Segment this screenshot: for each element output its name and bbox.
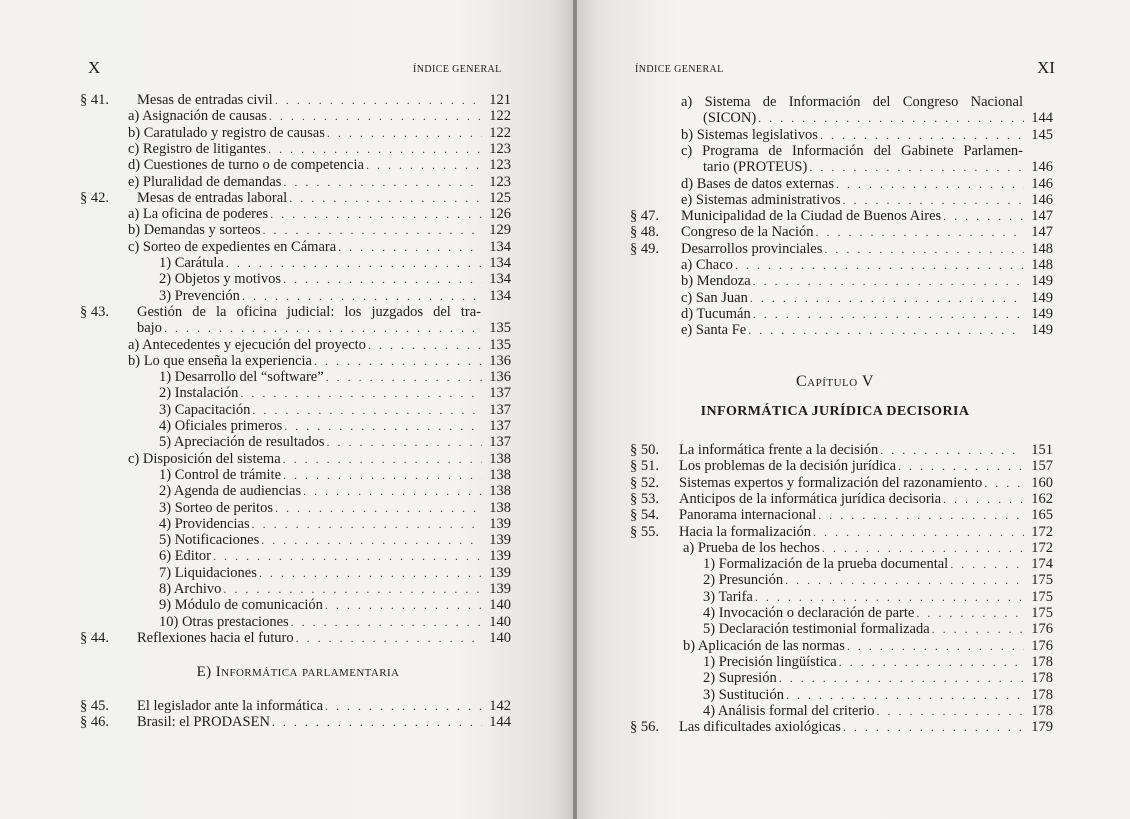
toc-entry [80, 418, 511, 434]
toc-page-number: 179 [1031, 719, 1053, 736]
toc-entry-title: 1) Desarrollo del “software” [159, 369, 324, 386]
toc-page-number: 139 [489, 532, 511, 549]
toc-page-number: 165 [1031, 507, 1053, 524]
toc-leader-dots [259, 565, 482, 581]
toc-entry-title: b) Sistemas legislativos [681, 126, 818, 143]
toc-entry [80, 125, 511, 141]
running-head: ÍNDICE GENERAL [413, 64, 502, 75]
toc-entry [80, 500, 511, 516]
toc-entry-title: Municipalidad de la Ciudad de Buenos Aires [681, 208, 942, 225]
running-head: ÍNDICE GENERAL [635, 64, 724, 75]
toc-entry [80, 108, 511, 124]
toc-entry [80, 255, 511, 271]
toc-entry [80, 714, 511, 730]
toc-leader-dots [366, 157, 482, 173]
toc-entry [80, 467, 511, 483]
toc-entry-title: tario (PROTEUS) [703, 159, 808, 176]
toc-entry-title: e) Pluralidad de demandas [128, 173, 282, 190]
toc-page-number: 126 [489, 206, 511, 223]
toc-entry-title: Brasil: el PRODASEN [137, 714, 270, 731]
toc-entry [630, 458, 1053, 474]
toc-entry-title: 8) Archivo [159, 581, 222, 597]
toc-entry [630, 687, 1053, 703]
toc-entry [80, 532, 511, 548]
toc-entry-title: c) Programa de Información del Gabinete Parlamen- [681, 142, 1023, 159]
toc-entry [630, 224, 1053, 240]
toc-page-number: 134 [489, 287, 511, 304]
toc-page-number: 145 [1031, 126, 1053, 143]
toc-entry [80, 271, 511, 287]
toc-entry-title: c) Disposición del sistema [128, 450, 281, 467]
toc-page-number: 146 [1031, 191, 1053, 208]
toc-leader-dots [275, 92, 482, 108]
toc-entry-title: 7) Liquidaciones [159, 564, 257, 581]
toc-page-number: 123 [489, 140, 511, 157]
toc-leader-dots [984, 475, 1024, 491]
toc-page-number: 140 [489, 597, 511, 614]
toc-entry [630, 322, 1053, 338]
toc-entry [80, 353, 511, 369]
toc-page-number: 140 [489, 629, 511, 646]
toc-page-number: 134 [489, 271, 511, 288]
toc-leader-dots [877, 703, 1024, 719]
toc-page-number: 123 [489, 173, 511, 190]
toc-page-number: 136 [489, 352, 511, 369]
toc-entry-title: a) Chaco [681, 257, 733, 273]
toc-page-number: 138 [489, 499, 511, 516]
toc-leader-dots [242, 288, 482, 304]
toc-section-number: § 42. [80, 189, 109, 206]
toc-section-number: § 44. [80, 629, 109, 646]
toc-leader-dots [314, 353, 482, 369]
toc-page-number: 149 [1031, 273, 1053, 290]
toc-leader-dots [326, 369, 482, 385]
toc-leader-dots [753, 306, 1024, 322]
toc-section-number: § 54. [630, 507, 659, 524]
toc-leader-dots [820, 127, 1024, 143]
toc-entry-title: a) La oficina de poderes [128, 206, 269, 223]
toc-entry [80, 369, 511, 385]
toc-entry [80, 402, 511, 418]
toc-leader-dots [368, 337, 482, 353]
toc-entry [630, 654, 1053, 670]
toc-page-number: 134 [489, 238, 511, 255]
toc-entry-title: d) Cuestiones de turno o de competencia [128, 157, 364, 174]
chapter-subtitle: INFORMÁTICA JURÍDICA DECISORIA [700, 404, 970, 419]
toc-entry-title: Los problemas de la decisión jurídica [679, 458, 897, 475]
toc-entry [80, 222, 511, 238]
toc-page-number: 175 [1031, 588, 1053, 605]
toc-entry-title: Mesas de entradas laboral [137, 189, 288, 206]
toc-section-number: § 41. [80, 92, 109, 108]
toc-page-number: 149 [1031, 305, 1053, 322]
toc-page-number: 148 [1031, 257, 1053, 273]
toc-entry-title: Las dificultades axiológicas [679, 719, 841, 736]
toc-page-number: 157 [1031, 458, 1053, 475]
toc-leader-dots [843, 719, 1024, 735]
toc-page-number: 148 [1031, 240, 1053, 257]
toc-leader-dots [815, 224, 1024, 240]
toc-entry [630, 208, 1053, 224]
toc-page-number: 140 [489, 613, 511, 630]
toc-entry [80, 630, 511, 646]
toc-entry [630, 605, 1053, 621]
toc-entry-title: d) Bases de datos externas [681, 175, 835, 192]
toc-entry-title: 6) Editor [159, 548, 211, 565]
toc-leader-dots [272, 714, 482, 730]
toc-leader-dots [325, 597, 482, 613]
section-heading: E) Informática parlamentaria [196, 664, 400, 680]
toc-page-number: 172 [1031, 539, 1053, 556]
toc-section-number: § 50. [630, 442, 659, 458]
toc-entry [630, 638, 1053, 654]
toc-page-number: 176 [1031, 637, 1053, 654]
toc-page-number: 138 [489, 483, 511, 500]
toc-entry-title: La informática frente a la decisión [679, 442, 879, 458]
toc-entry-title: 1) Carátula [159, 255, 224, 271]
toc-page-number: 162 [1031, 490, 1053, 507]
toc-entry [80, 614, 511, 630]
toc-entry [80, 288, 511, 304]
toc-entry-title: 4) Oficiales primeros [159, 418, 283, 434]
toc-section-number: § 56. [630, 719, 659, 736]
toc-leader-dots [758, 110, 1024, 126]
toc-leader-dots [839, 654, 1024, 670]
toc-page-number: 136 [489, 369, 511, 386]
toc-entry-title: e) Santa Fe [681, 322, 747, 339]
toc-leader-dots [226, 255, 482, 271]
toc-entry-title: 1) Formalización de la prueba documental [703, 556, 949, 573]
toc-page-number: 137 [489, 434, 511, 451]
toc-entry [80, 92, 511, 108]
toc-page-number: 123 [489, 157, 511, 174]
toc-leader-dots [735, 257, 1024, 273]
toc-entry-title: 1) Control de trámite [159, 466, 282, 483]
toc-leader-dots [842, 192, 1024, 208]
toc-entry [80, 483, 511, 499]
toc-entry [630, 670, 1053, 686]
toc-entry [630, 703, 1053, 719]
toc-entry [80, 174, 511, 190]
toc-entry-title: 3) Sustitución [703, 686, 784, 703]
toc-leader-dots [296, 630, 482, 646]
toc-entry-title: Panorama internacional [679, 507, 817, 524]
toc-page-number: 139 [489, 564, 511, 581]
toc-leader-dots [283, 271, 482, 287]
toc-entry [630, 94, 1053, 110]
toc-page-number: 122 [489, 108, 511, 125]
toc-section-number: § 51. [630, 458, 659, 475]
toc-leader-dots [786, 687, 1024, 703]
toc-entry [630, 719, 1053, 735]
toc-section-number: § 55. [630, 523, 659, 540]
toc-leader-dots [809, 159, 1024, 175]
toc-entry-title: Anticipos de la informática jurídica decisoria [679, 490, 942, 507]
toc-page-number: 178 [1031, 653, 1053, 670]
toc-entry-title: 4) Análisis formal del criterio [703, 702, 875, 719]
toc-page-number: 175 [1031, 605, 1053, 621]
toc-leader-dots [880, 442, 1024, 458]
toc-leader-dots [240, 385, 482, 401]
toc-entry-title: Desarrollos provinciales [681, 240, 823, 257]
toc-entry [630, 192, 1053, 208]
toc-entry-title: 2) Agenda de audiencias [159, 483, 302, 500]
toc-leader-dots [950, 556, 1024, 572]
toc-entry-title: 5) Notificaciones [159, 532, 260, 549]
toc-entry-title: Congreso de la Nación [681, 224, 814, 241]
toc-leader-dots [822, 540, 1024, 556]
toc-leader-dots [303, 483, 482, 499]
toc-page-number: 139 [489, 515, 511, 532]
toc-entry [630, 540, 1053, 556]
toc-section-number: § 46. [80, 714, 109, 731]
toc-entry-title: 1) Precisión lingüística [703, 653, 837, 670]
toc-page-number: 172 [1031, 523, 1053, 540]
toc-entry [80, 434, 511, 450]
toc-leader-dots [943, 208, 1024, 224]
toc-entry [80, 516, 511, 532]
toc-entry [80, 548, 511, 564]
toc-entry [80, 565, 511, 581]
toc-entry [630, 127, 1053, 143]
toc-entry-title: 2) Instalación [159, 385, 239, 402]
toc-page-number: 137 [489, 418, 511, 434]
page-folio: XI [1037, 58, 1055, 77]
toc-entry [80, 698, 511, 714]
toc-page-number: 121 [489, 92, 511, 108]
toc-leader-dots [785, 572, 1024, 588]
toc-page-number: 146 [1031, 175, 1053, 192]
toc-section-number: § 53. [630, 490, 659, 507]
toc-entry-title: 10) Otras prestaciones [159, 613, 289, 630]
toc-page-number: 149 [1031, 322, 1053, 339]
toc-entry-title: Reflexiones hacia el futuro [137, 629, 294, 646]
toc-leader-dots [223, 581, 482, 597]
toc-page-number: 138 [489, 450, 511, 467]
toc-page-number: 125 [489, 189, 511, 206]
toc-leader-dots [289, 190, 482, 206]
toc-entry [630, 572, 1053, 588]
toc-section-number: § 45. [80, 698, 109, 714]
toc-entry-title: c) Sorteo de expedientes en Cámara [128, 238, 337, 255]
toc-leader-dots [325, 698, 482, 714]
toc-leader-dots [779, 670, 1024, 686]
toc-entry-title: a) Antecedentes y ejecución del proyecto [128, 336, 366, 353]
toc-entry-title: 5) Declaración testimonial formalizada [703, 621, 930, 638]
toc-entry-title: 2) Supresión [703, 670, 777, 687]
toc-entry-title: c) Registro de litigantes [128, 140, 267, 157]
toc-section-number: § 49. [630, 240, 659, 257]
toc-page-number: 134 [489, 255, 511, 271]
toc-entry [630, 556, 1053, 572]
toc-entry [80, 206, 511, 222]
toc-entry-title: 3) Prevención [159, 287, 240, 304]
toc-page-number: 175 [1031, 572, 1053, 589]
right-page [577, 0, 1130, 819]
toc-entry [80, 385, 511, 401]
toc-leader-dots [283, 467, 482, 483]
toc-leader-dots [818, 507, 1024, 523]
toc-leader-dots [916, 605, 1024, 621]
toc-entry-title: 3) Capacitación [159, 401, 251, 418]
toc-entry-title: Mesas de entradas civil [137, 92, 273, 108]
toc-entry [80, 320, 511, 336]
toc-leader-dots [338, 239, 482, 255]
toc-entry [630, 306, 1053, 322]
toc-page-number: 147 [1031, 224, 1053, 241]
toc-entry-title: 2) Presunción [703, 572, 784, 589]
toc-leader-dots [753, 273, 1024, 289]
toc-page-number: 146 [1031, 159, 1053, 176]
toc-entry-title: b) Aplicación de las normas [683, 637, 845, 654]
toc-leader-dots [262, 222, 482, 238]
toc-entry-title: Hacia la formalización [679, 523, 812, 540]
toc-leader-dots [213, 548, 482, 564]
toc-leader-dots [275, 500, 482, 516]
toc-entry [80, 304, 511, 320]
toc-entry [630, 176, 1053, 192]
toc-entry [630, 475, 1053, 491]
toc-entry-title: b) Caratulado y registro de causas [128, 124, 325, 141]
toc-entry [80, 141, 511, 157]
toc-entry [630, 621, 1053, 637]
toc-entry-title: bajo [137, 320, 162, 337]
toc-section-number: § 47. [630, 208, 659, 225]
toc-entry [630, 257, 1053, 273]
toc-entry [630, 491, 1053, 507]
toc-entry [630, 110, 1053, 126]
toc-entry-title: d) Tucumán [681, 305, 751, 322]
toc-leader-dots [270, 206, 482, 222]
toc-leader-dots [898, 458, 1024, 474]
toc-page-number: 144 [489, 714, 511, 731]
toc-entry-title: 5) Apreciación de resultados [159, 434, 325, 451]
toc-entry-title: b) Lo que enseña la experiencia [128, 352, 312, 369]
toc-entry [630, 589, 1053, 605]
toc-entry [80, 597, 511, 613]
toc-entry-title: b) Mendoza [681, 273, 751, 290]
toc-entry-title: 4) Providencias [159, 515, 250, 532]
toc-leader-dots [750, 290, 1024, 306]
toc-page-number: 129 [489, 222, 511, 239]
toc-page-number: 139 [489, 581, 511, 597]
toc-page-number: 160 [1031, 474, 1053, 491]
toc-entry [630, 159, 1053, 175]
toc-entry [630, 290, 1053, 306]
toc-page-number: 122 [489, 124, 511, 141]
toc-entry-title: 9) Módulo de comunicación [159, 597, 323, 614]
toc-leader-dots [943, 491, 1024, 507]
toc-leader-dots [283, 451, 482, 467]
toc-entry [80, 581, 511, 597]
chapter-title: Capítulo V [796, 373, 874, 390]
toc-page-number: 151 [1031, 442, 1053, 458]
toc-entry [630, 507, 1053, 523]
toc-leader-dots [252, 516, 482, 532]
toc-leader-dots [268, 141, 482, 157]
toc-leader-dots [284, 418, 482, 434]
toc-leader-dots [932, 621, 1024, 637]
toc-entry-title: a) Prueba de los hechos [683, 539, 820, 556]
toc-leader-dots [252, 402, 482, 418]
toc-entry [630, 273, 1053, 289]
toc-leader-dots [326, 434, 482, 450]
toc-page-number: 135 [489, 336, 511, 353]
toc-page-number: 174 [1031, 556, 1053, 573]
toc-section-number: § 43. [80, 303, 109, 320]
toc-entry [80, 451, 511, 467]
toc-leader-dots [824, 241, 1024, 257]
toc-entry [80, 239, 511, 255]
toc-entry-title: 2) Objetos y motivos [159, 271, 282, 288]
toc-entry-title: (SICON) [703, 110, 757, 127]
toc-page-number: 147 [1031, 208, 1053, 225]
toc-entry-title: 3) Tarifa [703, 588, 753, 605]
toc-leader-dots [847, 638, 1024, 654]
toc-entry [630, 524, 1053, 540]
toc-entry [80, 337, 511, 353]
toc-section-number: § 52. [630, 474, 659, 491]
toc-entry-title: El legislador ante la informática [137, 698, 324, 714]
toc-page-number: 176 [1031, 621, 1053, 638]
toc-leader-dots [261, 532, 482, 548]
toc-entry-title: Gestión de la oficina judicial: los juzgados del tra- [137, 303, 481, 320]
toc-page-number: 139 [489, 548, 511, 565]
toc-page-number: 135 [489, 320, 511, 337]
toc-entry [630, 143, 1053, 159]
toc-entry-title: c) San Juan [681, 289, 748, 306]
toc-leader-dots [748, 322, 1024, 338]
toc-entry-title: 4) Invocación o declaración de parte [703, 605, 915, 621]
toc-leader-dots [164, 320, 482, 336]
toc-page-number: 178 [1031, 670, 1053, 687]
toc-leader-dots [291, 614, 482, 630]
toc-entry-title: e) Sistemas administrativos [681, 191, 841, 208]
toc-entry [80, 190, 511, 206]
toc-entry-title: Sistemas expertos y formalización del razonamiento [679, 474, 983, 491]
toc-entry-title: b) Demandas y sorteos [128, 222, 261, 239]
toc-leader-dots [836, 176, 1024, 192]
toc-page-number: 137 [489, 385, 511, 402]
toc-entry [80, 157, 511, 173]
toc-page-number: 144 [1031, 110, 1053, 127]
toc-section-number: § 48. [630, 224, 659, 241]
toc-entry [630, 241, 1053, 257]
toc-page-number: 137 [489, 401, 511, 418]
page-folio: X [88, 58, 101, 77]
toc-page-number: 142 [489, 698, 511, 714]
toc-leader-dots [269, 108, 482, 124]
toc-entry-title: 3) Sorteo de peritos [159, 499, 273, 516]
toc-page-number: 178 [1031, 702, 1053, 719]
toc-entry-title: a) Sistema de Información del Congreso Nacional [681, 94, 1023, 110]
toc-leader-dots [813, 524, 1024, 540]
toc-page-number: 138 [489, 466, 511, 483]
toc-page-number: 178 [1031, 686, 1053, 703]
toc-entry-title: a) Asignación de causas [128, 108, 267, 125]
toc-page-number: 149 [1031, 289, 1053, 306]
toc-leader-dots [755, 589, 1024, 605]
toc-leader-dots [283, 174, 482, 190]
toc-leader-dots [327, 125, 482, 141]
toc-entry [630, 442, 1053, 458]
